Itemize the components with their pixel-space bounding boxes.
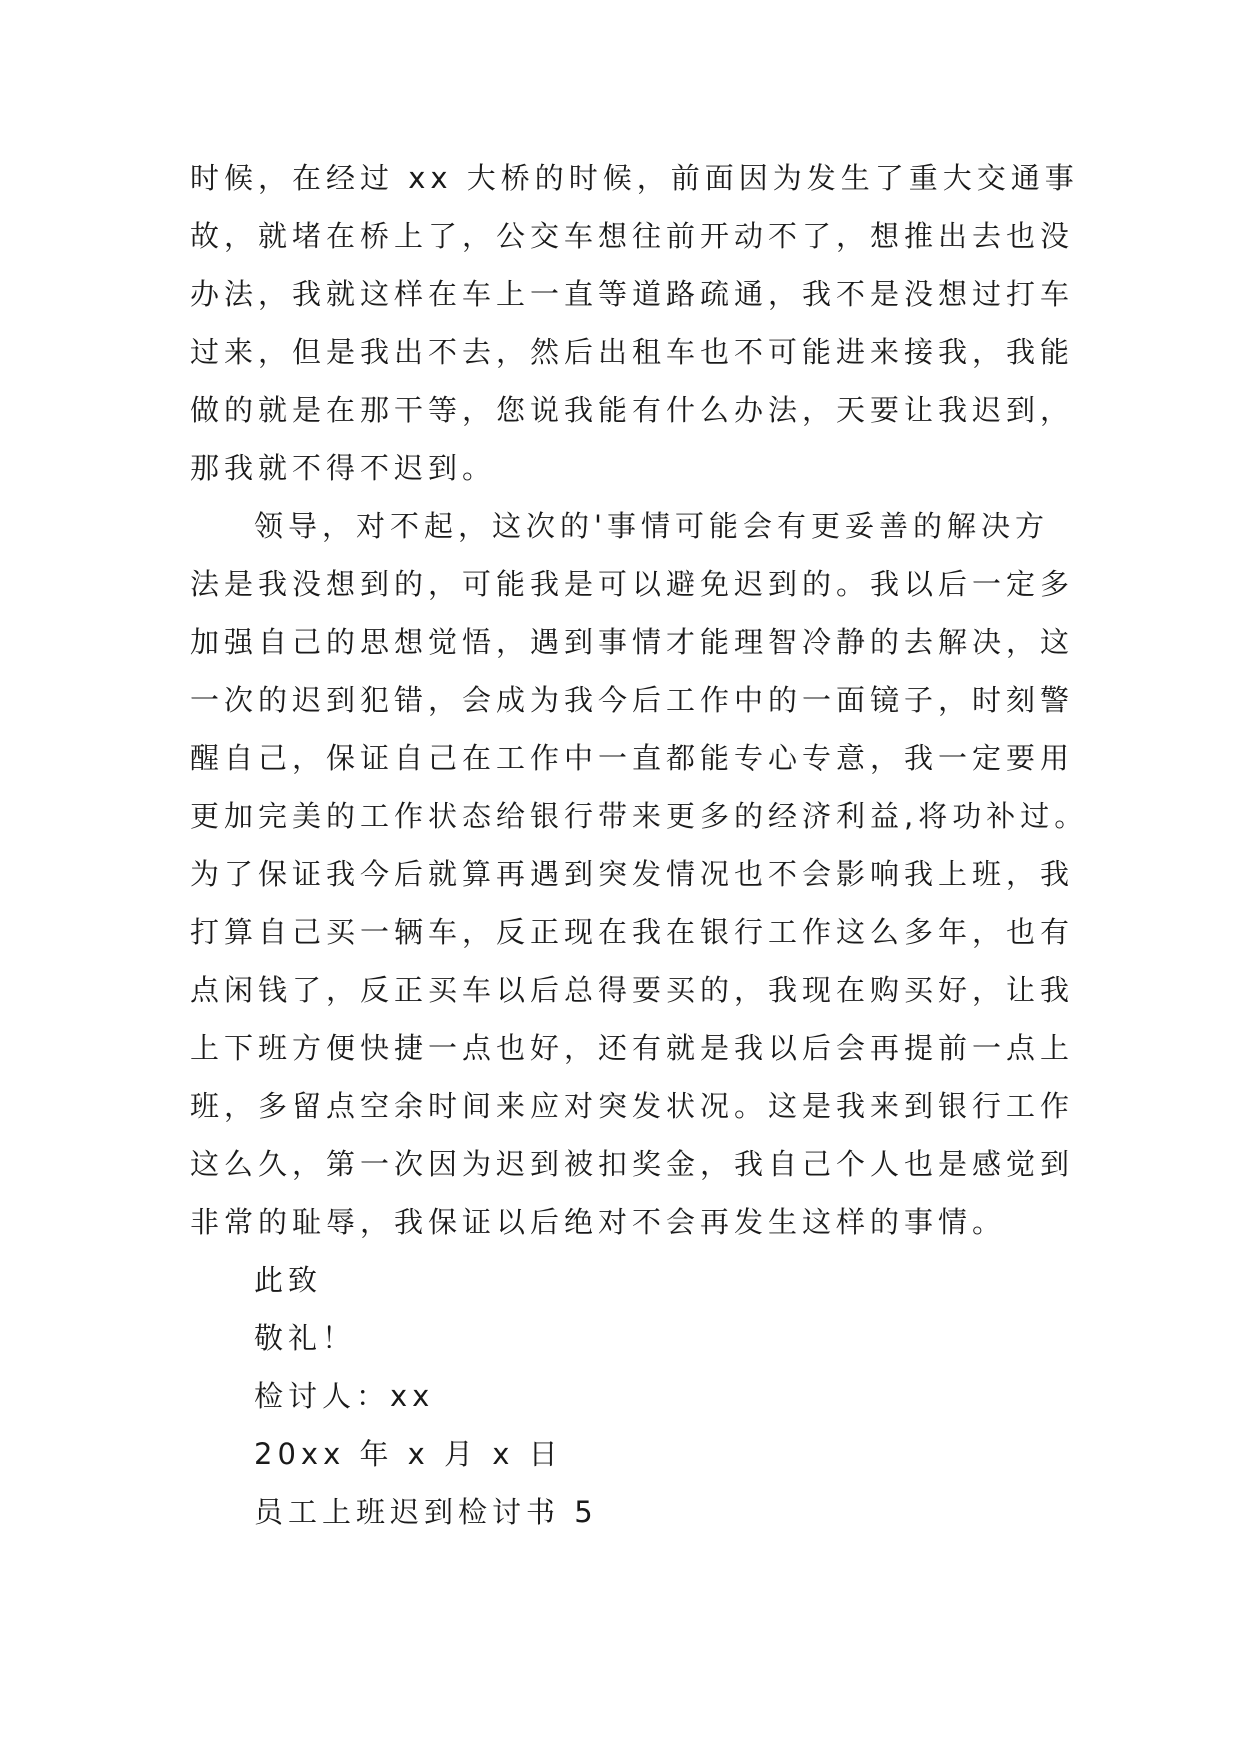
body-line-11: 醒自己，保证自己在工作中一直都能专心专意，我一定要用 — [190, 741, 1075, 775]
body-line-18: 这么久，第一次因为迟到被扣奖金，我自己个人也是感觉到 — [190, 1147, 1075, 1181]
body-line-19: 非常的耻辱，我保证以后绝对不会再发生这样的事情。 — [190, 1205, 1007, 1239]
body-line-10: 一次的迟到犯错，会成为我今后工作中的一面镜子，时刻警 — [190, 683, 1075, 717]
date-line: 20xx 年 x 月 x 日 — [254, 1437, 563, 1471]
body-line-16: 上下班方便快捷一点也好，还有就是我以后会再提前一点上 — [190, 1031, 1075, 1065]
closing-regards: 敬礼！ — [254, 1321, 357, 1355]
body-line-17: 班，多留点空余时间来应对突发状况。这是我来到银行工作 — [190, 1089, 1075, 1123]
body-line-1: 时候，在经过 xx 大桥的时候，前面因为发生了重大交通事 — [190, 161, 1079, 195]
closing-salutation: 此致 — [254, 1263, 323, 1297]
body-line-5: 做的就是在那干等，您说我能有什么办法，天要让我迟到， — [190, 393, 1075, 427]
body-line-3: 办法，我就这样在车上一直等道路疏通，我不是没想过打车 — [190, 277, 1075, 311]
body-line-4: 过来，但是我出不去，然后出租车也不可能进来接我，我能 — [190, 335, 1075, 369]
body-line-2: 故，就堵在桥上了，公交车想往前开动不了，想推出去也没 — [190, 219, 1075, 253]
body-line-12: 更加完美的工作状态给银行带来更多的经济利益,将功补过。 — [190, 799, 1089, 833]
body-line-14: 打算自己买一辆车，反正现在我在银行工作这么多年，也有 — [190, 915, 1075, 949]
paragraph-2-first-line: 领导，对不起，这次的'事情可能会有更妥善的解决方 — [254, 509, 1049, 543]
body-line-8: 法是我没想到的，可能我是可以避免迟到的。我以后一定多 — [190, 567, 1075, 601]
body-line-13: 为了保证我今后就算再遇到突发情况也不会影响我上班，我 — [190, 857, 1075, 891]
body-line-9: 加强自己的思想觉悟，遇到事情才能理智冷静的去解决，这 — [190, 625, 1075, 659]
next-section-title: 员工上班迟到检讨书 5 — [254, 1495, 598, 1529]
signature-line: 检讨人：xx — [254, 1379, 435, 1413]
body-line-15: 点闲钱了，反正买车以后总得要买的，我现在购买好，让我 — [190, 973, 1075, 1007]
body-line-6: 那我就不得不迟到。 — [190, 451, 497, 485]
